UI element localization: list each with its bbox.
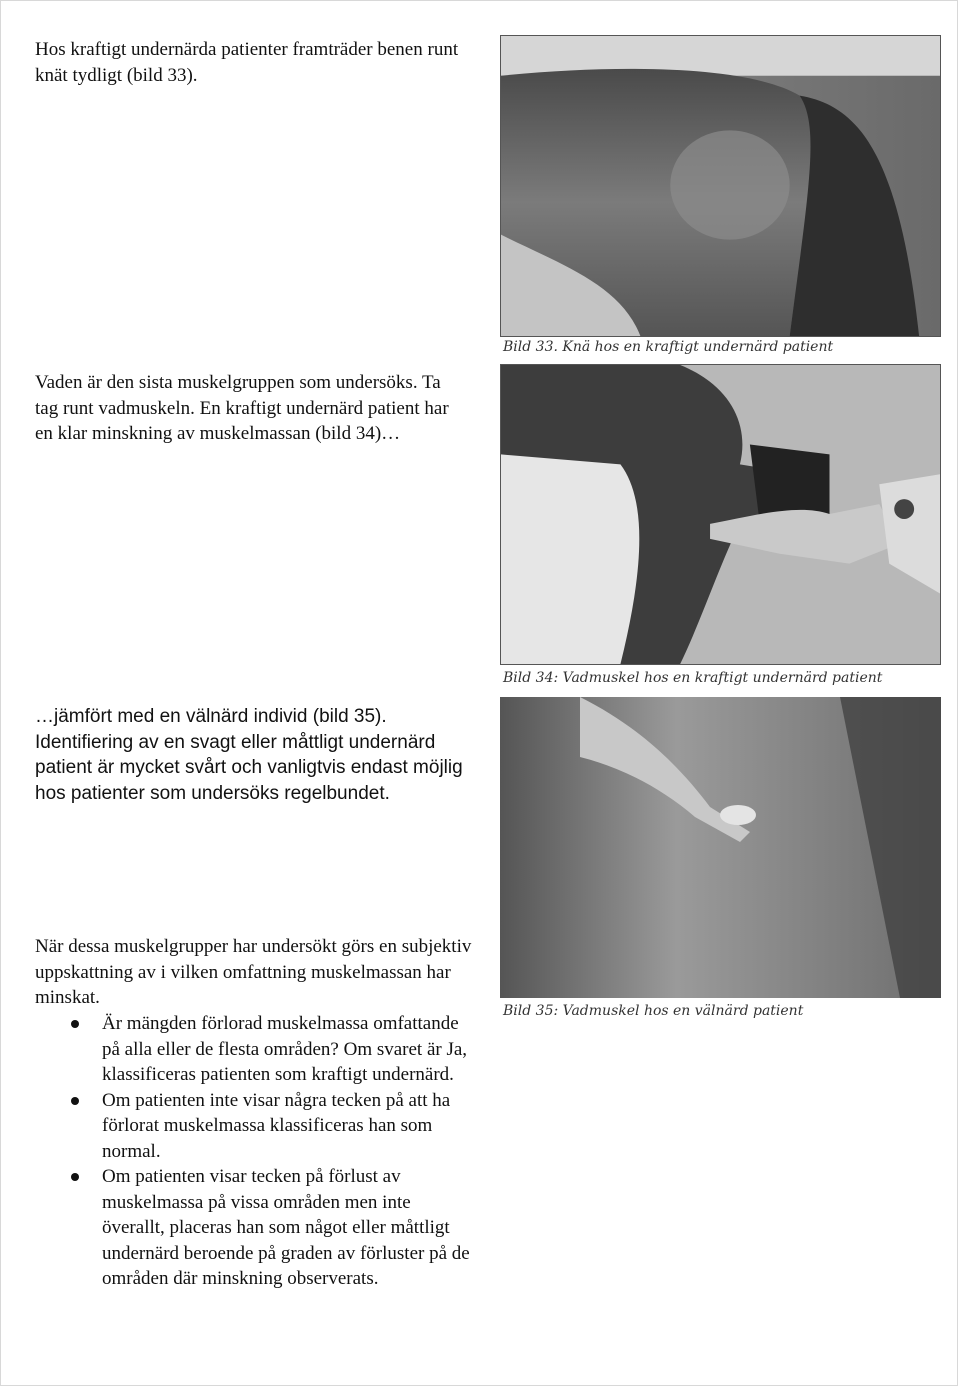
paragraph-assessment: När dessa muskelgrupper har undersökt görs en subjektiv uppskattning av i vilken omfattning muskelmassan har minskat.	[35, 936, 472, 1008]
bullet-dot	[71, 1020, 79, 1028]
calf-thin-photo	[500, 364, 941, 665]
assessment-bullet-list	[35, 1011, 475, 1292]
paragraph-calf: Vaden är den sista muskelgruppen som undersöks. Ta tag runt vadmuskeln. En kraftigt undernärd patient har en klar minskning av muskelmassan (bild 34)…	[35, 372, 449, 444]
bullet-item	[35, 1088, 475, 1165]
bullet-dot	[71, 1173, 79, 1181]
bullet-text: Är mängden förlorad muskelmassa omfattande på alla eller de flesta områden? Om svaret är Ja, klassificeras patienten som kraftigt undernärd.	[102, 1013, 468, 1085]
caption-bild-35: Bild 35: Vadmuskel hos en välnärd patient	[503, 1003, 804, 1019]
bullet-dot	[71, 1097, 79, 1105]
bullet-item	[35, 1011, 475, 1088]
calf-normal-photo	[500, 697, 941, 998]
knee-photo	[500, 35, 941, 337]
bullet-text: Om patienten visar tecken på förlust av muskelmassa på vissa områden men inte överallt, placeras han som något eller måttligt undernärd beroende på graden av förluster på de områden där minskning observerats.	[102, 1166, 470, 1289]
bullet-item	[35, 1164, 475, 1292]
caption-bild-33: Bild 33. Knä hos en kraftigt undernärd patient	[503, 339, 834, 355]
paragraph-knee: Hos kraftigt undernärda patienter framträder benen runt knät tydligt (bild 33).	[35, 39, 459, 86]
caption-bild-34: Bild 34: Vadmuskel hos en kraftigt undernärd patient	[503, 670, 883, 686]
bullet-text: Om patienten inte visar några tecken på att ha förlorat muskelmassa klassificeras han som normal.	[102, 1089, 451, 1162]
paragraph-comparison: …jämfört med en välnärd individ (bild 35). Identifiering av en svagt eller måttligt undernärd patient är mycket svårt och vanligtvis endast möjlig hos patienter som undersöks regelbundet.	[35, 706, 463, 804]
